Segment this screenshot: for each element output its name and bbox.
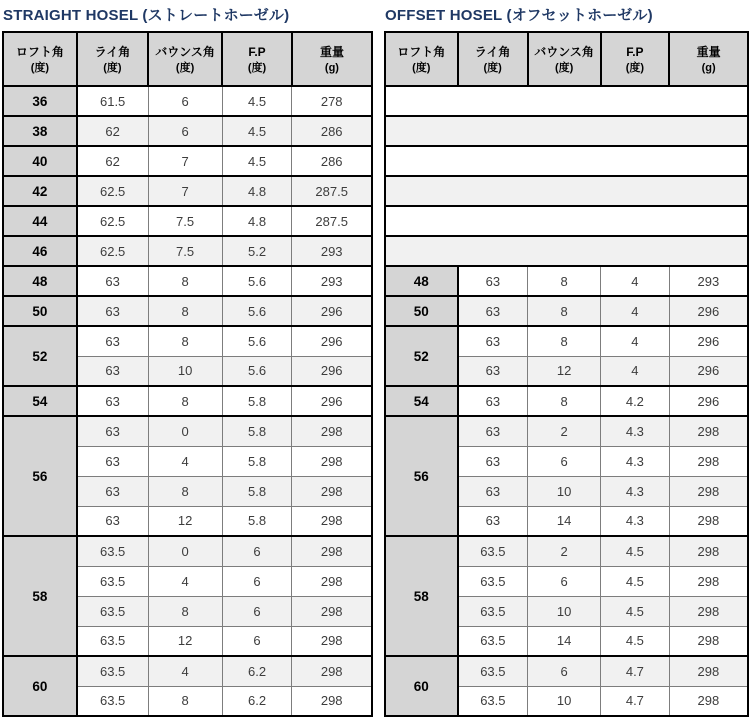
table-row xyxy=(3,296,372,326)
data-cell: 0 xyxy=(148,416,222,446)
data-cell: 287.5 xyxy=(292,176,372,206)
loft-cell: 60 xyxy=(385,656,458,716)
column-header-0 xyxy=(385,32,458,86)
data-cell: 296 xyxy=(669,296,748,326)
table-row xyxy=(385,386,748,416)
data-cell: 5.2 xyxy=(222,236,292,266)
table-row xyxy=(3,656,372,686)
data-cell: 7.5 xyxy=(148,206,222,236)
column-header-label: ロフト角 xyxy=(397,44,446,59)
data-cell: 12 xyxy=(148,626,222,656)
column-header-label: ライ角 xyxy=(94,44,131,59)
data-cell: 298 xyxy=(669,596,748,626)
empty-row-cell xyxy=(385,236,748,266)
column-header-label: ライ角 xyxy=(474,44,511,59)
data-cell: 6 xyxy=(222,596,292,626)
data-cell: 4.2 xyxy=(601,386,670,416)
data-cell: 10 xyxy=(528,596,601,626)
data-cell: 63 xyxy=(458,266,528,296)
data-cell: 7.5 xyxy=(148,236,222,266)
data-cell: 4.5 xyxy=(222,116,292,146)
data-cell: 5.8 xyxy=(222,476,292,506)
data-cell: 10 xyxy=(528,686,601,716)
data-cell: 296 xyxy=(669,386,748,416)
straight-hosel-title: STRAIGHT HOSEL (ストレートホーゼル) xyxy=(3,7,290,24)
data-cell: 10 xyxy=(148,356,222,386)
loft-cell: 56 xyxy=(3,416,77,536)
data-cell: 63.5 xyxy=(77,686,148,716)
data-cell: 8 xyxy=(148,476,222,506)
data-cell: 8 xyxy=(528,266,601,296)
loft-cell: 38 xyxy=(3,116,77,146)
column-header-1 xyxy=(77,32,148,86)
offset-hosel-table xyxy=(384,31,749,717)
data-cell: 298 xyxy=(292,596,372,626)
data-cell: 4 xyxy=(601,356,670,386)
data-cell: 63 xyxy=(77,446,148,476)
data-cell: 63 xyxy=(77,266,148,296)
column-header-unit: (度) xyxy=(30,62,50,75)
data-cell: 4.8 xyxy=(222,206,292,236)
empty-row xyxy=(385,176,748,206)
data-cell: 4.5 xyxy=(601,596,670,626)
table-row xyxy=(3,176,372,206)
data-cell: 8 xyxy=(148,266,222,296)
data-cell: 63 xyxy=(77,296,148,326)
data-cell: 63.5 xyxy=(77,596,148,626)
data-cell: 298 xyxy=(292,416,372,446)
data-cell: 296 xyxy=(292,296,372,326)
data-cell: 2 xyxy=(528,416,601,446)
data-cell: 4.7 xyxy=(601,656,670,686)
data-cell: 298 xyxy=(669,566,748,596)
data-cell: 5.6 xyxy=(222,356,292,386)
column-header-4 xyxy=(292,32,372,86)
column-header-unit: (度) xyxy=(247,62,267,75)
data-cell: 298 xyxy=(669,476,748,506)
empty-row xyxy=(385,146,748,176)
data-cell: 4 xyxy=(601,296,670,326)
data-cell: 63 xyxy=(77,356,148,386)
data-cell: 296 xyxy=(292,326,372,356)
data-cell: 7 xyxy=(148,146,222,176)
data-cell: 278 xyxy=(292,86,372,116)
column-header-label: ロフト角 xyxy=(15,44,64,59)
data-cell: 4 xyxy=(148,446,222,476)
empty-row xyxy=(385,236,748,266)
data-cell: 298 xyxy=(669,506,748,536)
table-row xyxy=(385,656,748,686)
data-cell: 298 xyxy=(669,416,748,446)
data-cell: 10 xyxy=(528,476,601,506)
table-row xyxy=(385,266,748,296)
data-cell: 296 xyxy=(669,326,748,356)
data-cell: 8 xyxy=(528,326,601,356)
data-cell: 6 xyxy=(222,626,292,656)
loft-cell: 52 xyxy=(3,326,77,386)
data-cell: 5.8 xyxy=(222,386,292,416)
loft-cell: 54 xyxy=(385,386,458,416)
data-cell: 298 xyxy=(669,536,748,566)
data-cell: 4.3 xyxy=(601,416,670,446)
loft-cell: 52 xyxy=(385,326,458,386)
header-row xyxy=(3,32,372,86)
data-cell: 6 xyxy=(528,656,601,686)
data-cell: 4 xyxy=(148,566,222,596)
offset-hosel-title: OFFSET HOSEL (オフセットホーゼル) xyxy=(385,7,653,24)
loft-cell: 42 xyxy=(3,176,77,206)
data-cell: 5.6 xyxy=(222,296,292,326)
data-cell: 5.8 xyxy=(222,416,292,446)
data-cell: 4.3 xyxy=(601,476,670,506)
data-cell: 298 xyxy=(669,446,748,476)
data-cell: 4.8 xyxy=(222,176,292,206)
table-row xyxy=(385,326,748,356)
table-row xyxy=(385,296,748,326)
empty-row xyxy=(385,206,748,236)
loft-cell: 44 xyxy=(3,206,77,236)
column-header-3 xyxy=(222,32,292,86)
data-cell: 7 xyxy=(148,176,222,206)
data-cell: 293 xyxy=(292,266,372,296)
data-cell: 4.5 xyxy=(601,536,670,566)
data-cell: 6.2 xyxy=(222,686,292,716)
data-cell: 286 xyxy=(292,116,372,146)
data-cell: 63 xyxy=(458,326,528,356)
offset-hosel-section xyxy=(384,2,749,717)
data-cell: 6 xyxy=(148,86,222,116)
data-cell: 63.5 xyxy=(77,656,148,686)
data-cell: 63 xyxy=(458,386,528,416)
data-cell: 298 xyxy=(292,506,372,536)
table-row xyxy=(3,386,372,416)
data-cell: 14 xyxy=(528,506,601,536)
column-header-unit: (度) xyxy=(625,62,645,75)
data-cell: 4 xyxy=(601,326,670,356)
empty-row xyxy=(385,86,748,116)
data-cell: 8 xyxy=(148,296,222,326)
data-cell: 12 xyxy=(528,356,601,386)
data-cell: 5.6 xyxy=(222,326,292,356)
column-header-label: バウンス角 xyxy=(534,44,594,59)
column-header-2 xyxy=(148,32,222,86)
data-cell: 4.5 xyxy=(222,86,292,116)
data-cell: 63 xyxy=(458,446,528,476)
data-cell: 8 xyxy=(148,326,222,356)
data-cell: 4 xyxy=(148,656,222,686)
column-header-1 xyxy=(458,32,528,86)
column-header-unit: (g) xyxy=(324,62,339,75)
column-header-unit: (g) xyxy=(701,62,716,75)
data-cell: 298 xyxy=(292,566,372,596)
empty-row-cell xyxy=(385,206,748,236)
empty-row-cell xyxy=(385,176,748,206)
data-cell: 63 xyxy=(77,386,148,416)
data-cell: 8 xyxy=(148,386,222,416)
column-header-0 xyxy=(3,32,77,86)
data-cell: 293 xyxy=(669,266,748,296)
data-cell: 4.5 xyxy=(601,626,670,656)
table-row xyxy=(385,536,748,566)
data-cell: 63 xyxy=(77,476,148,506)
data-cell: 63 xyxy=(77,326,148,356)
column-header-unit: (度) xyxy=(483,62,502,75)
data-cell: 4.5 xyxy=(601,566,670,596)
table-row xyxy=(3,116,372,146)
data-cell: 63.5 xyxy=(458,536,528,566)
data-cell: 286 xyxy=(292,146,372,176)
data-cell: 5.8 xyxy=(222,506,292,536)
empty-row-cell xyxy=(385,146,748,176)
data-cell: 62.5 xyxy=(77,206,148,236)
table-row xyxy=(3,146,372,176)
table-row xyxy=(3,86,372,116)
column-header-label: 重量 xyxy=(319,44,344,59)
data-cell: 63 xyxy=(77,506,148,536)
column-header-unit: (度) xyxy=(175,62,195,75)
data-cell: 4.5 xyxy=(222,146,292,176)
table-row xyxy=(3,266,372,296)
straight-hosel-section xyxy=(2,2,373,717)
data-cell: 287.5 xyxy=(292,206,372,236)
data-cell: 62.5 xyxy=(77,176,148,206)
data-cell: 6 xyxy=(528,446,601,476)
data-cell: 63 xyxy=(458,356,528,386)
data-cell: 63.5 xyxy=(458,596,528,626)
column-header-label: バウンス角 xyxy=(155,44,215,59)
data-cell: 296 xyxy=(292,356,372,386)
data-cell: 298 xyxy=(292,686,372,716)
column-header-unit: (度) xyxy=(103,62,122,75)
column-header-label: 重量 xyxy=(696,44,721,59)
data-cell: 63.5 xyxy=(77,566,148,596)
data-cell: 5.6 xyxy=(222,266,292,296)
empty-row-cell xyxy=(385,86,748,116)
data-cell: 298 xyxy=(669,686,748,716)
data-cell: 62 xyxy=(77,146,148,176)
data-cell: 298 xyxy=(292,656,372,686)
data-cell: 63.5 xyxy=(458,626,528,656)
straight-hosel-table xyxy=(2,31,373,717)
table-row xyxy=(3,416,372,446)
data-cell: 62 xyxy=(77,116,148,146)
loft-cell: 50 xyxy=(3,296,77,326)
loft-cell: 58 xyxy=(3,536,77,656)
data-cell: 4 xyxy=(601,266,670,296)
data-cell: 63.5 xyxy=(77,536,148,566)
data-cell: 63.5 xyxy=(458,686,528,716)
data-cell: 63.5 xyxy=(458,566,528,596)
data-cell: 296 xyxy=(292,386,372,416)
data-cell: 63 xyxy=(458,476,528,506)
data-cell: 298 xyxy=(292,536,372,566)
data-cell: 298 xyxy=(292,626,372,656)
data-cell: 4.3 xyxy=(601,506,670,536)
loft-cell: 50 xyxy=(385,296,458,326)
table-row xyxy=(385,416,748,446)
loft-cell: 56 xyxy=(385,416,458,536)
data-cell: 8 xyxy=(148,596,222,626)
data-cell: 6.2 xyxy=(222,656,292,686)
data-cell: 4.3 xyxy=(601,446,670,476)
table-row xyxy=(3,236,372,266)
table-row xyxy=(3,536,372,566)
data-cell: 298 xyxy=(669,626,748,656)
loft-cell: 46 xyxy=(3,236,77,266)
column-header-label: F.P xyxy=(248,44,266,59)
data-cell: 62.5 xyxy=(77,236,148,266)
data-cell: 8 xyxy=(528,386,601,416)
data-cell: 298 xyxy=(669,656,748,686)
loft-cell: 60 xyxy=(3,656,77,716)
data-cell: 63 xyxy=(77,416,148,446)
data-cell: 298 xyxy=(292,476,372,506)
header-row xyxy=(385,32,748,86)
column-header-3 xyxy=(601,32,670,86)
column-header-unit: (度) xyxy=(412,62,431,75)
data-cell: 6 xyxy=(528,566,601,596)
data-cell: 12 xyxy=(148,506,222,536)
column-header-label: F.P xyxy=(626,44,644,59)
column-header-4 xyxy=(669,32,748,86)
data-cell: 298 xyxy=(292,446,372,476)
data-cell: 8 xyxy=(528,296,601,326)
data-cell: 63 xyxy=(458,416,528,446)
empty-row-cell xyxy=(385,116,748,146)
data-cell: 6 xyxy=(222,536,292,566)
loft-cell: 36 xyxy=(3,86,77,116)
data-cell: 0 xyxy=(148,536,222,566)
data-cell: 8 xyxy=(148,686,222,716)
data-cell: 2 xyxy=(528,536,601,566)
data-cell: 6 xyxy=(148,116,222,146)
data-cell: 14 xyxy=(528,626,601,656)
table-row xyxy=(3,326,372,356)
data-cell: 6 xyxy=(222,566,292,596)
data-cell: 293 xyxy=(292,236,372,266)
loft-cell: 58 xyxy=(385,536,458,656)
column-header-2 xyxy=(528,32,601,86)
table-row xyxy=(3,206,372,236)
data-cell: 61.5 xyxy=(77,86,148,116)
empty-row xyxy=(385,116,748,146)
loft-cell: 48 xyxy=(385,266,458,296)
column-header-unit: (度) xyxy=(554,62,574,75)
data-cell: 5.8 xyxy=(222,446,292,476)
data-cell: 63 xyxy=(458,296,528,326)
data-cell: 63.5 xyxy=(77,626,148,656)
loft-cell: 40 xyxy=(3,146,77,176)
data-cell: 296 xyxy=(669,356,748,386)
data-cell: 63.5 xyxy=(458,656,528,686)
loft-cell: 54 xyxy=(3,386,77,416)
data-cell: 63 xyxy=(458,506,528,536)
loft-cell: 48 xyxy=(3,266,77,296)
data-cell: 4.7 xyxy=(601,686,670,716)
